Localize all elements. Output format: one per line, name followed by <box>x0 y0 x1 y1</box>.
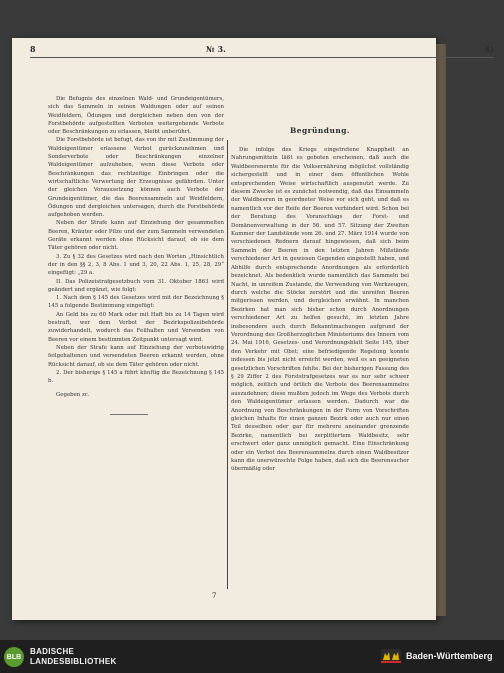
page-number-right: 4) <box>484 44 494 54</box>
paragraph: Die Forstbehörde ist befugt, das von ihr mit Zustimmung der Waldeigentümer erlassene Verbot gurückzunehmen und Sonderverbote oder Beschränkungen einzelner Waldeigentümer aufzuheben, wenn diese Verbote oder Beschränkungen das rechtzeitige Einbringen oder die wirtschaftliche Verwertung der Erzeugnisse gefährden. Unter der gleichen Voraussetzung können auch Verbote der Grundeigentümer, die das Beerensammeln auf Weidfeldern, Ödungen und dergleichen untersagen, durch die Forstbehörde aufgehoben werden. <box>48 137 224 219</box>
right-column <box>231 146 409 474</box>
page-header <box>0 44 504 58</box>
paragraph: Die Befugnis des einzelnen Wald- und Grundeigentümers, sich das Sammeln in seinen Waldungen oder auf seinen Weidfeldern, Ödungen und dergleichen neben den von der Forstbehörde aufgestellten Verboten weitergehende Verbote oder Beschränkungen zu erlassen, bleibt unberührt. <box>48 96 224 136</box>
header-rule <box>30 57 494 58</box>
library-name[interactable] <box>30 647 117 667</box>
issue-number: № 3. <box>206 44 226 54</box>
blb-logo-icon[interactable]: BLB <box>4 647 24 667</box>
paragraph: Neben der Strafe kann auf Einziehung der gesammelten Beeren, Kräuter oder Pilze und der zum Sammeln verwendeten Geräte erkannt werden ohne Rücksicht darauf, ob sie dem Täter gehören oder nicht. <box>48 220 224 252</box>
library-name-line1: BADISCHE <box>30 647 75 656</box>
column-divider <box>227 140 228 589</box>
paragraph: 2. Der bisherige § 145 a führt künftig die Bezeichnung § 145 b. <box>48 369 224 385</box>
left-column <box>48 95 224 415</box>
paragraph: An Geld bis zu 60 Mark oder mit Haft bis zu 14 Tagen wird bestraft, wer dem Verbot der Bezirkspolizeibehörde zuwiderhandelt, wodurch das Feilhalten und Versenden von Beeren vor einem bestimmten Zeitpunkt untersagt wird. <box>48 311 224 343</box>
state-brand[interactable]: Baden-Württemberg <box>406 651 493 661</box>
paragraph: II. Das Polizeistrafgesetzbuch vom 31. Oktober 1863 wird geändert und ergänzt, wie folgt: <box>48 278 224 293</box>
page-footer-number: 7 <box>212 592 217 600</box>
paragraph: 3. Zu § 32 des Gesetzes wird nach den Worten „Hinsichtlich der in den §§ 2, 3, 8 Abs. 1 und 3, 20, 22 Abs. 1, 25, 28, 29“ eingefügt: „29 a. <box>48 253 224 277</box>
paragraph: Neben der Strafe kann auf Einziehung der verbotswidrig feilgehaltenen und versendeten Beeren erkannt werden, ohne Rücksicht darauf, ob sie dem Täter gehören oder nicht. <box>48 344 224 368</box>
signature-rule <box>110 414 148 415</box>
page-number-left: 8 <box>30 44 36 54</box>
paragraph: 1. Nach dem § 145 des Gesetzes wird mit der Bezeichnung § 145 a folgende Bestimmung eingefügt: <box>48 295 224 310</box>
closing-formula: Gegeben zc. <box>56 392 90 399</box>
footer-bar <box>0 640 504 673</box>
baden-wuerttemberg-lions-icon <box>381 649 401 663</box>
section-heading: Begründung. <box>290 126 350 135</box>
paragraph: Die infolge des Kriegs eingetretene Knappheit an Nahrungsmitteln läßt es geboten erscheinen, daß auch die Waldbeerenernte für die Volksernährung möglichst vollständig sichergestellt und in einer dem öffentlichen Wohle entsprechenden Weise wirtschaftlich ausgenutzt werde. Zu diesem Zwecke ist es zunächst notwendig, daß das Einsammeln der Waldbeeren in geordneter Weise vor sich geht, und daß es namentlich vor der Reife der Beeren verhindert wird. Schon bei der Beratung des Voranschlags der Forst- und Domänenverwaltung in der 56. und 57. Sitzung der Zweiten Kammer der Landstände vom 26. und 27. März 1914 wurde von verschiedenen Rednern darauf hingewiesen, daß sich beim Sammeln der Beeren in den letzten Jahren Mißstände verschiedener Art in gewissen Gegenden eingestellt haben, und Abhilfe durch entsprechende Anordnungen als erforderlich bezeichnet. Als bedenklich wurde namentlich das Sammeln bei Nacht, in unreifem Zustande, die Verwendung von Werkzeugen, durch welche die Stöcke zerstört und die unreifen Beeren mitgerissen werden, und dergleichen erwähnt. In manchen Bezirken hat man sich bisher schon durch Anordnungen verschiedener Art zu helfen gesucht, im letzten Jahre insbesondere auch durch Bekanntmachungen aufgrund der Verordnung des Großherzoglichen Ministeriums des Innern vom 24. Mai 1916, Gesetzes- und Verordnungsblatt Seite 145, über den Verkehr mit Obst; eine befriedigende Regelung konnte indessen bis jetzt nicht erreicht werden, weil es an geeigneten gesetzlichen Vorschriften fehlte. Bei der bisherigen Fassung des § 29 Ziffer 2 des Forststrafgesetzes war es nur sehr schwer möglich, zeitlich und örtlich die Verbote des Beerensammelns auszudehnen; diese mußten jedoch im Wege des Verbots durch den Waldeigentümer erlassen werden. Dadurch war die Anordnung von Beschränkungen in der Form von Vorschriften gleichen Inhalts für einen ganzen Bezirk oder auch nur einen Teil desselben oder gar für mehrere aneinander grenzende Bezirke, namentlich bei zerplittertem Waldbesitz, sehr erschwert oder ganz unmöglich gemacht. Eine Einschränkung oder ein Verbot des Beerensammelns durch einen Waldbesitzer kann die unerwünschte Folge haben, daß sich die Beerensucher übermäßig oder <box>231 147 409 473</box>
library-name-line2: LANDESBIBLIOTHEK <box>30 657 117 666</box>
